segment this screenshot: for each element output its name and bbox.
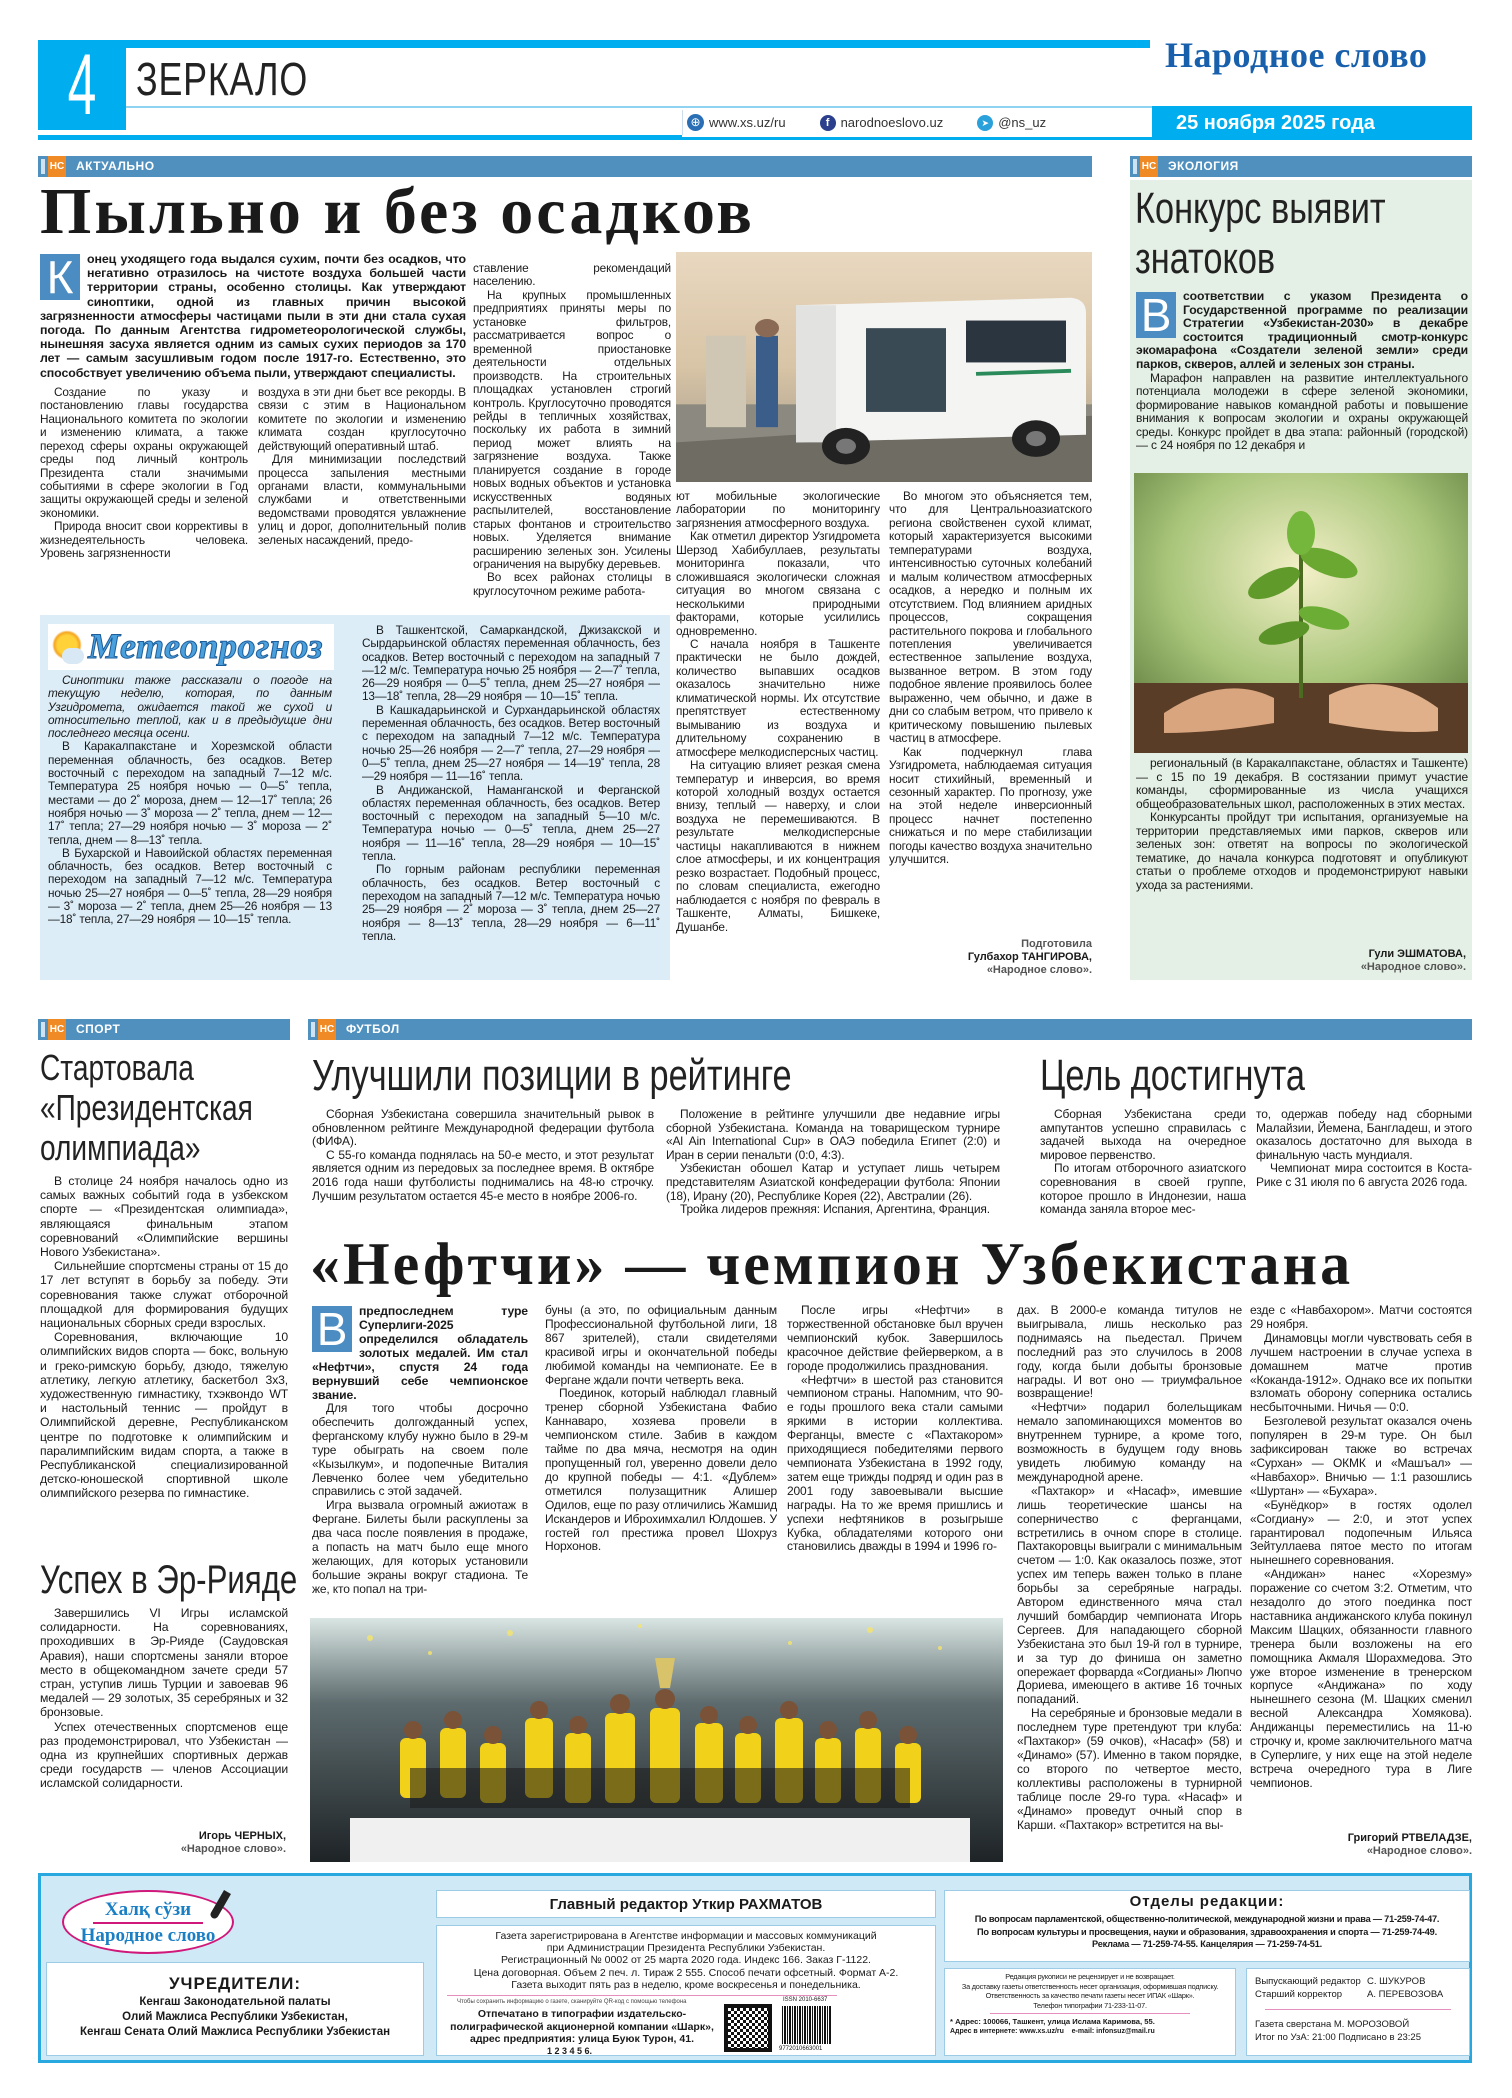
goal-column	[1256, 1108, 1472, 1218]
paragraph: На ситуацию влияет резкая смена температур и инверсия, во время которой холодный воздух остается внизу, теплый — наверху, и слои воздуха не перемешиваются. В результате мелкодисперсные частицы накапливаются в нижнем слое атмосферы, и их концентрация резко возрастает. Подобный процесс, по словам специалиста, ежегодно наблюдается с ноября по февраль в Ташкенте, Алматы, Бишкеке, Душанбе.	[676, 758, 880, 934]
facebook-label: narodnoeslovo.uz	[840, 115, 944, 130]
photo-seedling	[1134, 473, 1468, 753]
paragraph: буны (а это, по официальным данным Профессиональной футбольной лиги, 18 867 зрителей), стали свидетелями красивой игры и окончательной победы любимой команды на чемпионате. Ее в Фергане ждали почти четверть века.	[545, 1304, 777, 1387]
title-line: Стартовала	[40, 1047, 194, 1088]
founder: Кенгаш Законодательной палаты	[139, 1996, 331, 2008]
byline-author: Гули ЭШМАТОВА,	[1368, 948, 1466, 960]
layout-by: Газета сверстана М. МОРОЗОВОЙ	[1255, 2019, 1410, 2030]
paragraph: Во многом это объясняется тем, что для Центральноазиатского региона свойственен сухой климат, который характеризуется высокими температурами воздуха, интенсивностью суточных колебаний и малым количеством атмосферных осадков, а нередко и полным их отсутствием. Под влиянием аридных процессов, сокращения растительного покрова и глобального потепления увеличивается естественное запыление воздуха, вызванное ветром. В этом году подобное явление проявилось более выраженно, чем обычно, и даже в дни со слабым ветром, что привело к критическому повышению пылевых частиц в атмосфере.	[889, 490, 1092, 746]
title-line: олимпиада»	[40, 1127, 201, 1168]
article-lead	[40, 252, 466, 380]
bar-stripe	[41, 1022, 45, 1037]
barcode-number: 9772010663001	[779, 2046, 823, 2052]
drop-cap: К	[40, 254, 80, 300]
editor-box: Главный редактор Уткир РАХМАТОВ	[436, 1890, 936, 1918]
weather-intro: Синоптики также рассказали о погоде на текущую неделю, которая, по данным Узгидромета, ожидается такой же сухой и относительно теплой, как и в предыдущие дни последнего месяца осени.	[48, 674, 332, 741]
page-number-box	[38, 37, 126, 133]
neftchi-lead	[312, 1304, 528, 1402]
staff-name: С. ШУКУРОВ	[1367, 1976, 1426, 1987]
paragraph: Завершились VI Игры исламской солидарности. На соревнованиях, проходивших в Эр-Рияде (Саудовская Аравия), наши спортсмены заняли второе место в общекомандном зачете среди 57 стран, уступив лишь Турции и завоевав 96 медалей — 29 золотых, 35 серебряных и 32 бронзовые.	[40, 1606, 288, 1720]
section-bar-ecology	[1130, 156, 1472, 177]
website-link[interactable]	[687, 114, 786, 131]
paragraph: На крупных промышленных предприятиях приняты меры по установке фильтров, рассматривается вопрос о временной приостановке деятельности отдельных производств. На строительных площадках установлен строгий контроль. Круглосуточно проводятся рейды в тепличных хозяйствах, поскольку их работа в зимний период может влиять на загрязнение воздуха. Также планируется создание в городе новых водных объектов и установка искусственных водяных распылителей, восстановление старых фонтанов и строительство новых. Уделяется внимание расширению зеленых зон. Усилены ограничения на вырубку деревьев.	[473, 287, 671, 571]
sport-title-riyadh: Успех в Эр-Рияде	[40, 1558, 298, 1602]
paragraph: На серебряные и бронзовые медали в последнем туре претендуют три клуба: «Пахтакор» (59 очков), «Насаф» (58) и «Динамо» (57). Именно в таком порядке, со второго по четвертое место, коллективы расположены в турнирной таблице после 29-го тура. «Насаф» и «Динамо» проведут очный спор в Карши. «Пахтакор» встретится на вы-	[1017, 1706, 1242, 1832]
paragraph: Соревнования, включающие 10 олимпийских видов спорта — бокс, вольную и греко-римскую борьбу, дзюдо, тяжелую атлетику, легкую атлетику, баскетбол 3х3, художественную гимнастику, тхэквондо WT и настольный теннис — пройдут в Олимпийской деревне, Республиканском центре по подготовке к олимпийским и паралимпийским видам спорта, а также в Республиканской специализированной детско-юношеской спортивной школе олимпийского резерва по гимнастике.	[40, 1330, 288, 1501]
paragraph: региональный (в Каракалпакстане, областях и Ташкенте) — с 15 по 19 декабря. В состязании примут участие команды, сформированные из числа учащихся общеобразовательных школ, расположенных в этих местах.	[1136, 757, 1468, 811]
paragraph: ют мобильные экологические лаборатории по мониторингу загрязнения атмосферного воздуха.	[676, 490, 880, 530]
paragraph: Создание по указу и постановлению главы государства Национального комитета по экологии и изменению климата, а также переход сферы охраны окружающей среды под личный контроль Президента стали значимыми событиями в сфере экологии в Год защиты окружающей среды и зеленой экономики.	[40, 385, 248, 520]
paragraph: В Бухарской и Навоийской областях переменная облачность, без осадков. Ветер восточный с переходом на западный 7—12 м/с. Температура ночью 25—27 ноября — 0—5˚ тепла, 28—29 ноября — 3˚ мороза — 2˚ тепла, днем 25—26 ноября — 13—18˚ тепла, 27—29 ноября — 10—15˚ тепла.	[48, 845, 332, 927]
neftchi-lead-block	[312, 1304, 528, 1612]
photo-neftchi-celebration	[310, 1618, 1003, 1862]
weather-title-plate	[48, 624, 334, 670]
disclaimer-line: За доставку газеты ответственность несет организация, оформившая подписку.	[961, 1981, 1219, 1991]
issue-date: 25 ноября 2025 года	[1152, 106, 1472, 140]
section-label: ФУТБОЛ	[346, 1022, 400, 1036]
address: * Адрес: 100066, Ташкент, улица Ислама Каримова, 55.	[950, 2017, 1155, 2027]
paragraph: Поединок, который наблюдал главный тренер сборной Узбекистана Фабио Каннаваро, хозяева провели в чемпионском стиле. Забив в каждом тайме по два мяча, несмотря на один пропущенный гол, уверенно довели дело до крупной победы — 4:1. «Дублем» отметился полузащитник Алишер Одилов, еще по разу отличились Жамшид Искандеров и Иброхимхалил Юлдошев. У гостей гол престижа провел Шохруз Норхонов.	[545, 1386, 777, 1554]
qr-note: Чтобы сохранить информацию о газете, сканируйте QR-код с помощью телефона	[457, 1999, 687, 2005]
departments-box	[944, 1890, 1470, 1962]
sport-column	[40, 1174, 288, 1556]
lead-text: онец уходящего года выдался сухим, почти без осадков, что негативно отразилось на чистоте воздуха большей части территории страны, особенно столицы. Как утверждают синоптики, одной из главных причин высокой загрязненности атмосферы частицами пыли в эти дни стала сухая погода. По данным Агентства гидрометеорологической службы, нынешняя засуха является одним из самых сухих периодов за 170 лет — самым засушливым годом после 1917-го. Естественно, это способствует увеличению объема пыли, утверждают специалисты.	[40, 252, 466, 380]
founder: Кенгаш Сената Олий Мажлиса Республики Узбекистан	[79, 2026, 391, 2038]
paragraph: С 55-го команда поднялась на 50-е место, и этот результат является одним из передовых за последнее время. В октябре 2016 года наши футболисты поднимались на 48-ю строчку. Лучшим результатом остается 45-е место в ноябре 2006-го.	[312, 1147, 654, 1203]
article-column	[40, 386, 248, 610]
printed-by	[447, 2008, 717, 2046]
registration-line: Газета выходит пять раз в неделю, кроме воскресенья и понедельника.	[511, 1978, 861, 1991]
paragraph: Безголевой результат оказался очень популярен в 29-м туре. Он был зафиксирован также во встречах «Сурхан» — ОКМК и «Машъал» — «Навбахор». Вничью — 1:1 разошлись «Шуртан» — «Бухара».	[1250, 1414, 1472, 1498]
paragraph: «Бунёдкор» в гостях одолел «Согдиану» — 2:0, и этот успех гарантировал подопечным Ильяса Зейтуллаева пятое место по итогам нынешнего соревнования.	[1250, 1497, 1472, 1568]
cloud-shape	[62, 648, 84, 664]
section-bar-football	[308, 1019, 1472, 1040]
globe-icon: ⊕	[687, 114, 704, 131]
ecology-lead	[1136, 290, 1468, 372]
printed-line: адрес предприятия: улица Буюк Турон, 41.	[470, 2033, 694, 2045]
department-line: Реклама — 71-259-74-55. Канцелярия — 71-259-74-51.	[1092, 1939, 1322, 1949]
disclaimer-line: Ответственность за качество печати газеты несет ИПАК «Шарк».	[985, 1991, 1195, 2001]
registration-text	[437, 1926, 935, 1991]
signed-time: Итог по УзА: 21:00 Подписано в 23:25	[1255, 2032, 1421, 2043]
paragraph: «Нефтчи» в шестой раз становится чемпионом страны. Напомним, что 90-е годы прошлого века стали самыми яркими в истории коллектива. Ферганцы, вместе с «Пахтакором» приходящиеся победителями первого чемпионата Узбекистана в 1992 году, затем еще трижды подряд и один раз в 2001 году завоевывали высшие награды. На то же время пришлись и успехи нефтяников в розыгрыше Кубка, обладателями которого они становились дважды в 1994 и 1996 го-	[787, 1372, 1003, 1554]
ecology-title	[1135, 184, 1386, 284]
paragraph: В Андижанской, Наманганской и Ферганской областях переменная облачность, без осадков. Ветер восточный с переходом на западный 5—10 м/с. Температура ночью — 0—5˚ тепла, днем 25—27 ноября — 11—16˚ тепла, 28—29 ноября — 10—15˚ тепла.	[362, 782, 660, 864]
drop-cap: В	[1136, 292, 1176, 338]
section-bar-sport	[38, 1019, 290, 1040]
department-line: По вопросам парламентской, общественно-политической, международной жизни и права — 71-259-74-47.	[974, 1914, 1440, 1924]
ns-badge: НС	[48, 156, 66, 177]
paragraph: Сильнейшие спортсмены страны от 15 до 17 лет вступят в борьбу за победу. Эти соревнования также служат отборочной площадкой для формирования будущих национальных сборных среди взрослых.	[40, 1259, 288, 1331]
byline-outlet: «Народное слово».	[180, 1843, 286, 1855]
paragraph: Игра вызвала огромный ажиотаж в Фергане. Билеты были раскуплены за два часа после появления в продаже, а попасть на матч было еще много желающих, для которых установили большие экраны вокруг стадиона. Те же, кто попал на три-	[312, 1498, 528, 1596]
paragraph: В Ташкентской, Самаркандской, Джизакской и Сырдарьинской областях переменная облачность, без осадков. Ветер восточный с переходом на западный 7—12 м/с. Температура ночью 25 ноября — 2—7˚ тепла, 26—29 ноября — 0—5˚ тепла, днем 25—27 ноября — 13—18˚ тепла, 28—29 ноября — 10—15˚ тепла.	[362, 624, 660, 704]
sport-column	[40, 1606, 288, 1820]
paragraph: «Андижан» нанес «Хорезму» поражение со счетом 3:2. Отметим, что незадолго до этого поединка пост наставника андижанского клуба покинул Максим Шацких, обязанности главного тренера были возложены на его помощника Акмаля Шорахмедова. Это уже второе изменение в тренерском корпусе «Андижана» по ходу нынешнего сезона (М. Шацких сменил весной Александра Хомякова). Андижанцы переместились на 11-ю строчку и, кроме заключительного матча в Суперлиге, у них еще на этой неделе встреча очередного тура в Лиге чемпионов.	[1250, 1567, 1472, 1790]
founders-box	[46, 1962, 424, 2056]
neftchi-title: «Нефтчи» — чемпион Узбекистана	[310, 1231, 1354, 1297]
article-byline	[889, 938, 1092, 977]
paragraph: Марафон направлен на развитие интеллектуального потенциала молодежи в сфере зеленой экономики, формирование навыков командной работы и повышение внимания к вопросам экологии и охраны окружающей среды. Конкурс пройдет в два этапа: районный (городской) — с 24 ноября по 12 декабря и	[1136, 371, 1468, 453]
staff-row	[1255, 1988, 1461, 2001]
article-column	[889, 490, 1092, 902]
sport-byline	[40, 1830, 286, 1856]
printed-line: Отпечатано в типографии издательско-	[477, 2008, 687, 2020]
ecology-column	[1136, 372, 1468, 470]
title-line: «Президентская	[40, 1087, 253, 1128]
telegram-link[interactable]	[977, 115, 1046, 131]
facebook-link[interactable]	[820, 115, 944, 131]
goal-title: Цель достигнута	[1040, 1051, 1305, 1100]
rating-title: Улучшили позиции в рейтинге	[312, 1051, 792, 1100]
byline-author: Григорий РТВЕЛАДЗЕ,	[1347, 1832, 1472, 1844]
neftchi-column	[1250, 1304, 1472, 1822]
paragraph: Динамовцы могли чувствовать себя в лучшем настроении в случае успеха в домашнем матче против «Коканда-1912». Однако все их попытки взломать оборону соперника остались несбыточными. Ничья — 0:0.	[1250, 1330, 1472, 1415]
departments-title: Отделы редакции:	[1129, 1893, 1285, 1910]
paragraph: то, одержав победу над сборными Малайзии, Йемена, Бангладеш, и этого оказалось достаточно для выхода в финальную часть мундиаля.	[1256, 1108, 1472, 1162]
rating-column	[666, 1108, 1000, 1218]
bar-stripe	[1133, 159, 1137, 174]
website-label: www.xs.uz/ru	[709, 115, 786, 130]
byline-author: Игорь ЧЕРНЫХ,	[198, 1830, 286, 1842]
weather-column	[362, 624, 660, 976]
article-lead-block	[40, 252, 466, 610]
ecology-title-line: Конкурс выявит	[1135, 184, 1386, 233]
logo-uz: Халқ сўзи	[104, 1899, 192, 1920]
pink-divider	[447, 1995, 837, 1996]
qr-code[interactable]	[724, 2004, 772, 2052]
paragraph: С начала ноября в Ташкенте практически не было дождей, количество выпавших осадков оказалось значительно ниже климатической нормы. Их отсутствие препятствует естественному вымыванию из воздуха и длительному сохранению в атмосфере мелкодисперсных частиц.	[676, 636, 880, 759]
staff-row	[1255, 1975, 1461, 1988]
paragraph: езде с «Навбахором». Матчи состоятся 29 ноября.	[1250, 1304, 1472, 1331]
issn-label: ISSN 2010-6637	[783, 1997, 828, 2003]
article-title: Пыльно и без осадков	[40, 175, 755, 248]
sport-title-olympiad	[40, 1048, 253, 1168]
pink-divider	[1265, 2009, 1451, 2010]
rating-column	[312, 1108, 654, 1218]
paragraph: Природа вносит свои коррективы в жизнедеятельность человека. Уровень загрязненности	[40, 519, 248, 561]
paragraph: Во всех районах столицы в круглосуточном режиме работа-	[473, 570, 671, 598]
paragraph: Для того чтобы досрочно обеспечить долгожданный успех, ферганскому клубу нужно было в 29-м туре обыграть на своем поле «Кызылкум», и подопечные Виталия Левченко более чем убедительно справились с этой задачей.	[312, 1402, 528, 1499]
paragraph: ставление рекомендаций населению.	[473, 262, 671, 289]
byline-prepared: Подготовила	[1021, 938, 1092, 950]
paragraph: Как отметил директор Узгидромета Шерзод Хабибуллаев, результаты мониторинга показали, что сложившаяся экологически сложная ситуация во многом связана с несколькими природными факторами, которые усилились одновременно.	[676, 529, 880, 638]
section-label: ЭКОЛОГИЯ	[1168, 159, 1239, 173]
paragraph: Успех отечественных спортсменов еще раз продемонстрировал, что Узбекистан — одна из крупнейших спортивных держав среди государств — членов Ассоциации исламской солидарности.	[40, 1719, 288, 1791]
paragraph: После игры «Нефтчи» в торжественной обстановке был вручен чемпионский кубок. Завершилось красочное действие фейерверком, а в городе продолжились празднования.	[787, 1304, 1003, 1373]
paragraph: В Кашкадарьинской и Сурхандарьинской областях переменная облачность, без осадков. Ветер восточный с переходом на западный 7—12 м/с. Температура ночью 25—26 ноября — 2—7˚ тепла, 27—29 ноября — 0—5˚ тепла, днем 25—27 ноября — 14—19˚ тепла, 28—29 ноября — 11—16˚ тепла.	[362, 702, 660, 784]
header-bottom-rule	[38, 135, 682, 140]
weather-paragraphs	[48, 740, 332, 926]
paragraph: По итогам отборочного азиатского соревнования в своей группе, которое прошло в Индонезии, наша команда заняла второе мес-	[1040, 1161, 1246, 1217]
disclaimer-text	[945, 1969, 1235, 2010]
barcode	[782, 2006, 832, 2044]
pink-divider	[990, 2013, 1190, 2014]
byline-outlet: «Народное слово».	[1366, 1845, 1472, 1857]
section-name: ЗЕРКАЛО	[136, 53, 309, 105]
photo-mobile-lab	[676, 252, 1092, 482]
section-bar-actual	[38, 156, 1092, 177]
neftchi-column	[787, 1304, 1003, 1612]
paragraph: «Нефтчи» подарил болельщикам немало запоминающихся моментов во внутреннем турнире, а кроме того, возможность в будущем году вновь увидеть любимую команду на международной арене.	[1017, 1400, 1242, 1484]
neftchi-column	[312, 1402, 528, 1612]
paragraph: Для минимизации последствий процесса запыления местными органами власти, коммунальными службами и ответственными ведомствами проводятся увлажнение улиц и дорог, дополнительный полив зеленых насаждений, предо-	[258, 452, 466, 547]
registration-line: Регистрационный № 0002 от 25 марта 2020 года. Индекс 166. Заказ Г-1122.	[501, 1954, 871, 1967]
lead-text: соответствии с указом Президента о Государственной программе по реализации Стратегии «Узбекистан-2030» в декабре состоится традиционный смотр-конкурс экомарафона «Создатели зеленой земли» среди парков, скверов, аллей и зеленых зон страны.	[1136, 290, 1468, 371]
byline-outlet: «Народное слово».	[986, 964, 1092, 976]
goal-column	[1040, 1108, 1246, 1218]
paragraph: Сборная Узбекистана совершила значительный рывок в обновленном рейтинге Международной федерации футбола (ФИФА).	[312, 1108, 654, 1149]
paragraph: воздуха в эти дни бьет все рекорды. В связи с этим в Национальном комитете по экологии и изменению климата создан круглосуточно действующий оперативный штаб.	[258, 385, 466, 453]
bar-stripe	[311, 1022, 315, 1037]
lead-text: предпоследнем туре Суперлиги-2025 определился обладатель золотых медалей. Им стал «Нефтчи», спустя 24 года вернувший себе чемпионское звание.	[312, 1304, 528, 1402]
disclaimer-line: Редакция рукописи не рецензирует и не возвращает.	[1005, 1972, 1175, 1981]
disclaimer-line: Телефон типографии 71-233-11-07.	[1033, 2000, 1147, 2010]
founder: Олий Мажлиса Республики Узбекистан,	[122, 2011, 348, 2023]
staff-role: Старший корректор	[1255, 1989, 1343, 2000]
printed-line: полиграфической акционерной компании «Шарк»,	[450, 2020, 714, 2033]
ecology-lead-block	[1136, 290, 1468, 470]
telegram-label: @ns_uz	[998, 115, 1047, 130]
staff-role: Выпускающий редактор	[1255, 1976, 1361, 1987]
paragraph: Узбекистан обошел Катар и уступает лишь четырем представителям Азиатской конфедерации футбола: Японии (18), Ирану (20), Республике Корея (22), Австралии (26).	[666, 1161, 1000, 1203]
founders-title: УЧРЕДИТЕЛИ:	[168, 1974, 302, 1993]
facebook-icon: f	[820, 115, 836, 131]
ecology-byline	[1136, 948, 1466, 974]
byline-author: Гулбахор ТАНГИРОВА,	[967, 951, 1092, 963]
paragraph: Как подчеркнул глава Узгидромета, наблюдаемая ситуация носит стихийный, временный и сезонный характер. По прогнозу, уже на этой неделе инверсионный процесс начнет постепенно снижаться и по мере стабилизации погоды качество воздуха значительно улучшится.	[889, 744, 1092, 867]
paragraph: В Каракалпакстане и Хорезмской области переменная облачность, без осадков. Ветер восточный с переходом на западный 7—12 м/с. Температура 25 ноября ночью — 0—5˚ тепла, местами — до 2˚ мороза, днем — 12—17˚ тепла; 26 ноября ночью — 3˚ мороза — 2˚ тепла, днем — 12—17˚ тепла; 27—29 ноября ночью — 3˚ мороза — 2˚ тепла, днем — 8—13˚ тепла.	[48, 739, 332, 847]
byline-outlet: «Народное слово».	[1360, 961, 1466, 973]
paragraph: Конкурсанты пройдут три испытания, организуемые на территории представляемых ими парков, скверов или зеленых зон: ответят на вопросы по экологической тематике, до начала конкурса подготовят и опубликуют статьи о проблеме отходов и продемонстрируют навыки ухода за растениями.	[1136, 810, 1468, 892]
staff-box	[1246, 1968, 1470, 2056]
paragraph: Сборная Узбекистана среди ампутантов успешно справилась с задачей выхода на очередное мировое первенство.	[1040, 1108, 1246, 1162]
neftchi-byline	[1250, 1832, 1472, 1858]
weather-title: Метеопрогноз	[88, 626, 323, 666]
article-column	[258, 386, 466, 610]
neftchi-column	[1017, 1304, 1242, 1862]
paragraph: Тройка лидеров прежняя: Испания, Аргентина, Франция.	[680, 1202, 990, 1217]
neftchi-column	[545, 1304, 777, 1612]
paragraph: дах. В 2000-е команда титулов не выигрывала, лишь несколько раз поднимаясь на пьедестал. Причем последний раз это случилось в 2008 году, когда были добыты бронзовые награды. И вот оно — триумфальное возвращение!	[1017, 1304, 1242, 1401]
paragraph: «Пахтакор» и «Насаф», имевшие лишь теоретические шансы на соперничество с ферганцами, встретились в очном споре в столице. Пахтакоровцы выиграли с минимальным счетом — 1:0. Как оказалось позже, этот успех им теперь важен только в плане борьбы за серебряные награды. Автором единственного мяча стал лучший бомбардир чемпионата Игорь Сергеев. Для нападающего сборной Узбекистана это был 19-й гол в турнире, и за тур до финиша он заметно опережает форварда «Согдианы» Люпчо Дориева, имеющего в активе 16 точных попаданий.	[1017, 1483, 1242, 1707]
logo-ru: Народное слово	[80, 1925, 216, 1946]
print-days: 1 2 3 4 5 6.	[547, 2046, 593, 2056]
ns-badge: НС	[48, 1019, 66, 1040]
telegram-icon: ➤	[977, 115, 993, 131]
weather-column	[48, 674, 332, 976]
newspaper-logo	[62, 1890, 234, 1954]
drop-cap: В	[312, 1306, 352, 1352]
registration-line: Газета зарегистрирована в Агентстве информации и массовых коммуникаций	[495, 1930, 877, 1942]
staff-name: А. ПЕРЕВОЗОВА	[1367, 1989, 1444, 2000]
section-label: АКТУАЛЬНО	[76, 159, 155, 173]
article-column	[473, 262, 671, 612]
masthead: Народное слово	[1165, 35, 1428, 75]
paragraph: Положение в рейтинге улучшили две недавние игры сборной Узбекистана. Команда на товарищеском турнире «Al Ain International Cup» в ОАЭ победила Египет (2:0) и Иран в серии пенальти (0:0, 4:3).	[666, 1108, 1000, 1162]
registration-line: при Администрации Президента Республики Узбекистан.	[546, 1942, 826, 1955]
registration-line: Цена договорная. Объем 2 печ. л. Тираж 2 555. Способ печати офсетный. Формат А-2.	[473, 1966, 899, 1979]
ns-badge: НС	[318, 1019, 336, 1040]
registration-box	[436, 1925, 936, 2056]
article-columns	[40, 386, 466, 610]
paragraph: По горным районам республики переменная облачность, без осадков. Ветер восточный с переходом на западный 7—12 м/с. Температура ночью 25—29 ноября — 2˚ мороза — 3˚ тепла, днем 25—27 ноября — 8—13˚ тепла, 28—29 ноября — 6—11˚ тепла.	[362, 862, 660, 943]
disclaimer-box	[944, 1968, 1236, 2056]
web-contacts[interactable]: Адрес в интернете: www.xs.uz/ru e-mail: infonsuz@mail.ru	[950, 2027, 1155, 2035]
header-bottom-rule-thin	[682, 137, 1152, 140]
ns-badge: НС	[1140, 156, 1158, 177]
article-column	[676, 490, 880, 978]
section-label: СПОРТ	[76, 1022, 121, 1036]
paragraph: Чемпионат мира состоится в Коста-Рике с 31 июля по 6 августа 2026 года.	[1256, 1161, 1472, 1189]
ecology-column	[1136, 757, 1468, 935]
header-top-rule	[38, 40, 1150, 48]
bar-stripe	[41, 159, 45, 174]
social-links	[682, 110, 1150, 135]
department-line: По вопросам культуры и просвещения, науки и образования, здравоохранения и спорта — 71-259-74-49.	[977, 1926, 1437, 1937]
page-number: 4	[67, 37, 97, 133]
ecology-title-line: знатоков	[1135, 234, 1276, 283]
paragraph: В столице 24 ноября началось одно из самых важных событий года в узбекском спорте — «Президентская олимпиада», являющаяся финальным этапом соревнований «Олимпийские вершины Нового Узбекистана».	[40, 1174, 288, 1260]
